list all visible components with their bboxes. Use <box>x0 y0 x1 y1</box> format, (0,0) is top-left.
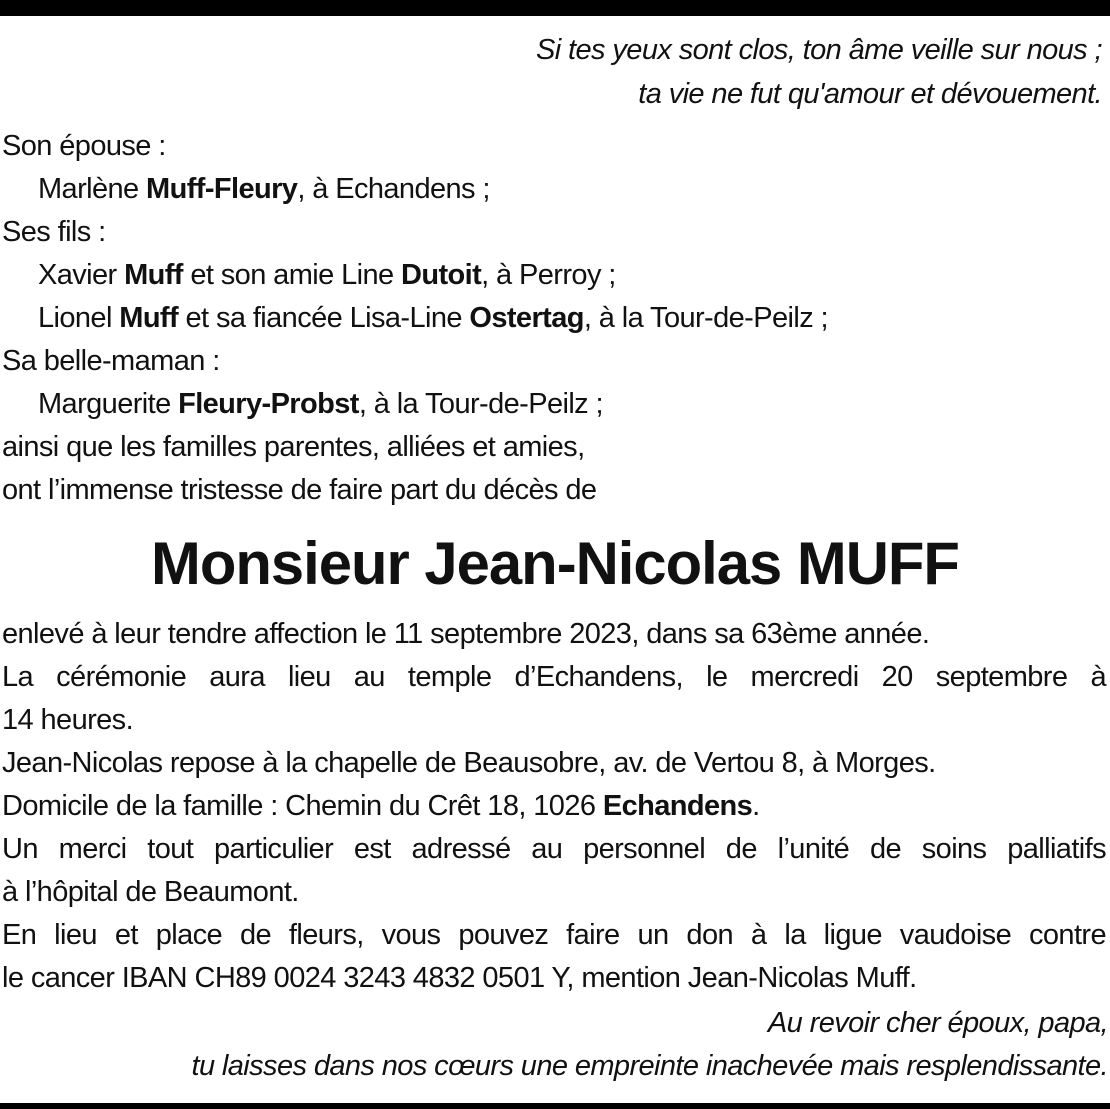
closing-line-2: tu laisses dans nos cœurs une empreinte inachevée mais resplendissante. <box>191 1050 1108 1082</box>
donation-line-2: le cancer IBAN CH89 0024 3243 4832 0501 Y, mention Jean-Nicolas Muff. <box>2 962 917 994</box>
sons-heading: Ses fils : <box>2 216 106 248</box>
epigraph-line-1: Si tes yeux sont clos, ton âme veille sur nous ; <box>536 34 1102 66</box>
other-families: ainsi que les familles parentes, alliées et amies, <box>2 431 585 463</box>
announcement: ont l’immense tristesse de faire part du décès de <box>2 474 597 506</box>
ceremony-line-2: 14 heures. <box>2 704 134 736</box>
death-notice: enlevé à leur tendre affection le 11 septembre 2023, dans sa 63ème année. <box>2 618 930 650</box>
family-domicile: Domicile de la famille : Chemin du Crêt 18, 1026 Echandens. <box>2 790 760 822</box>
ceremony-line-1: La cérémonie aura lieu au temple d’Echandens, le mercredi 20 septembre à <box>2 661 1106 693</box>
donation-line-1: En lieu et place de fleurs, vous pouvez faire un don à la ligue vaudoise contre <box>2 919 1106 951</box>
mother-in-law-entry: Marguerite Fleury-Probst, à la Tour-de-Peilz ; <box>38 388 603 420</box>
closing-line-1: Au revoir cher époux, papa, <box>767 1007 1108 1039</box>
spouse-entry: Marlène Muff-Fleury, à Echandens ; <box>38 173 490 205</box>
mother-in-law-heading: Sa belle-maman : <box>2 345 220 377</box>
deceased-name: Monsieur Jean-Nicolas MUFF <box>151 530 959 597</box>
thanks-line-1: Un merci tout particulier est adressé au personnel de l’unité de soins palliatifs <box>2 833 1106 865</box>
son-entry-2: Lionel Muff et sa fiancée Lisa-Line Ostertag, à la Tour-de-Peilz ; <box>38 302 829 334</box>
spouse-heading: Son épouse : <box>2 130 166 162</box>
epigraph-line-2: ta vie ne fut qu'amour et dévouement. <box>638 78 1102 110</box>
son-entry-1: Xavier Muff et son amie Line Dutoit, à Perroy ; <box>38 259 616 291</box>
bottom-border <box>0 1103 1110 1109</box>
thanks-line-2: à l’hôpital de Beaumont. <box>2 876 299 908</box>
resting-place: Jean-Nicolas repose à la chapelle de Beausobre, av. de Vertou 8, à Morges. <box>2 747 936 779</box>
top-border <box>0 0 1110 16</box>
